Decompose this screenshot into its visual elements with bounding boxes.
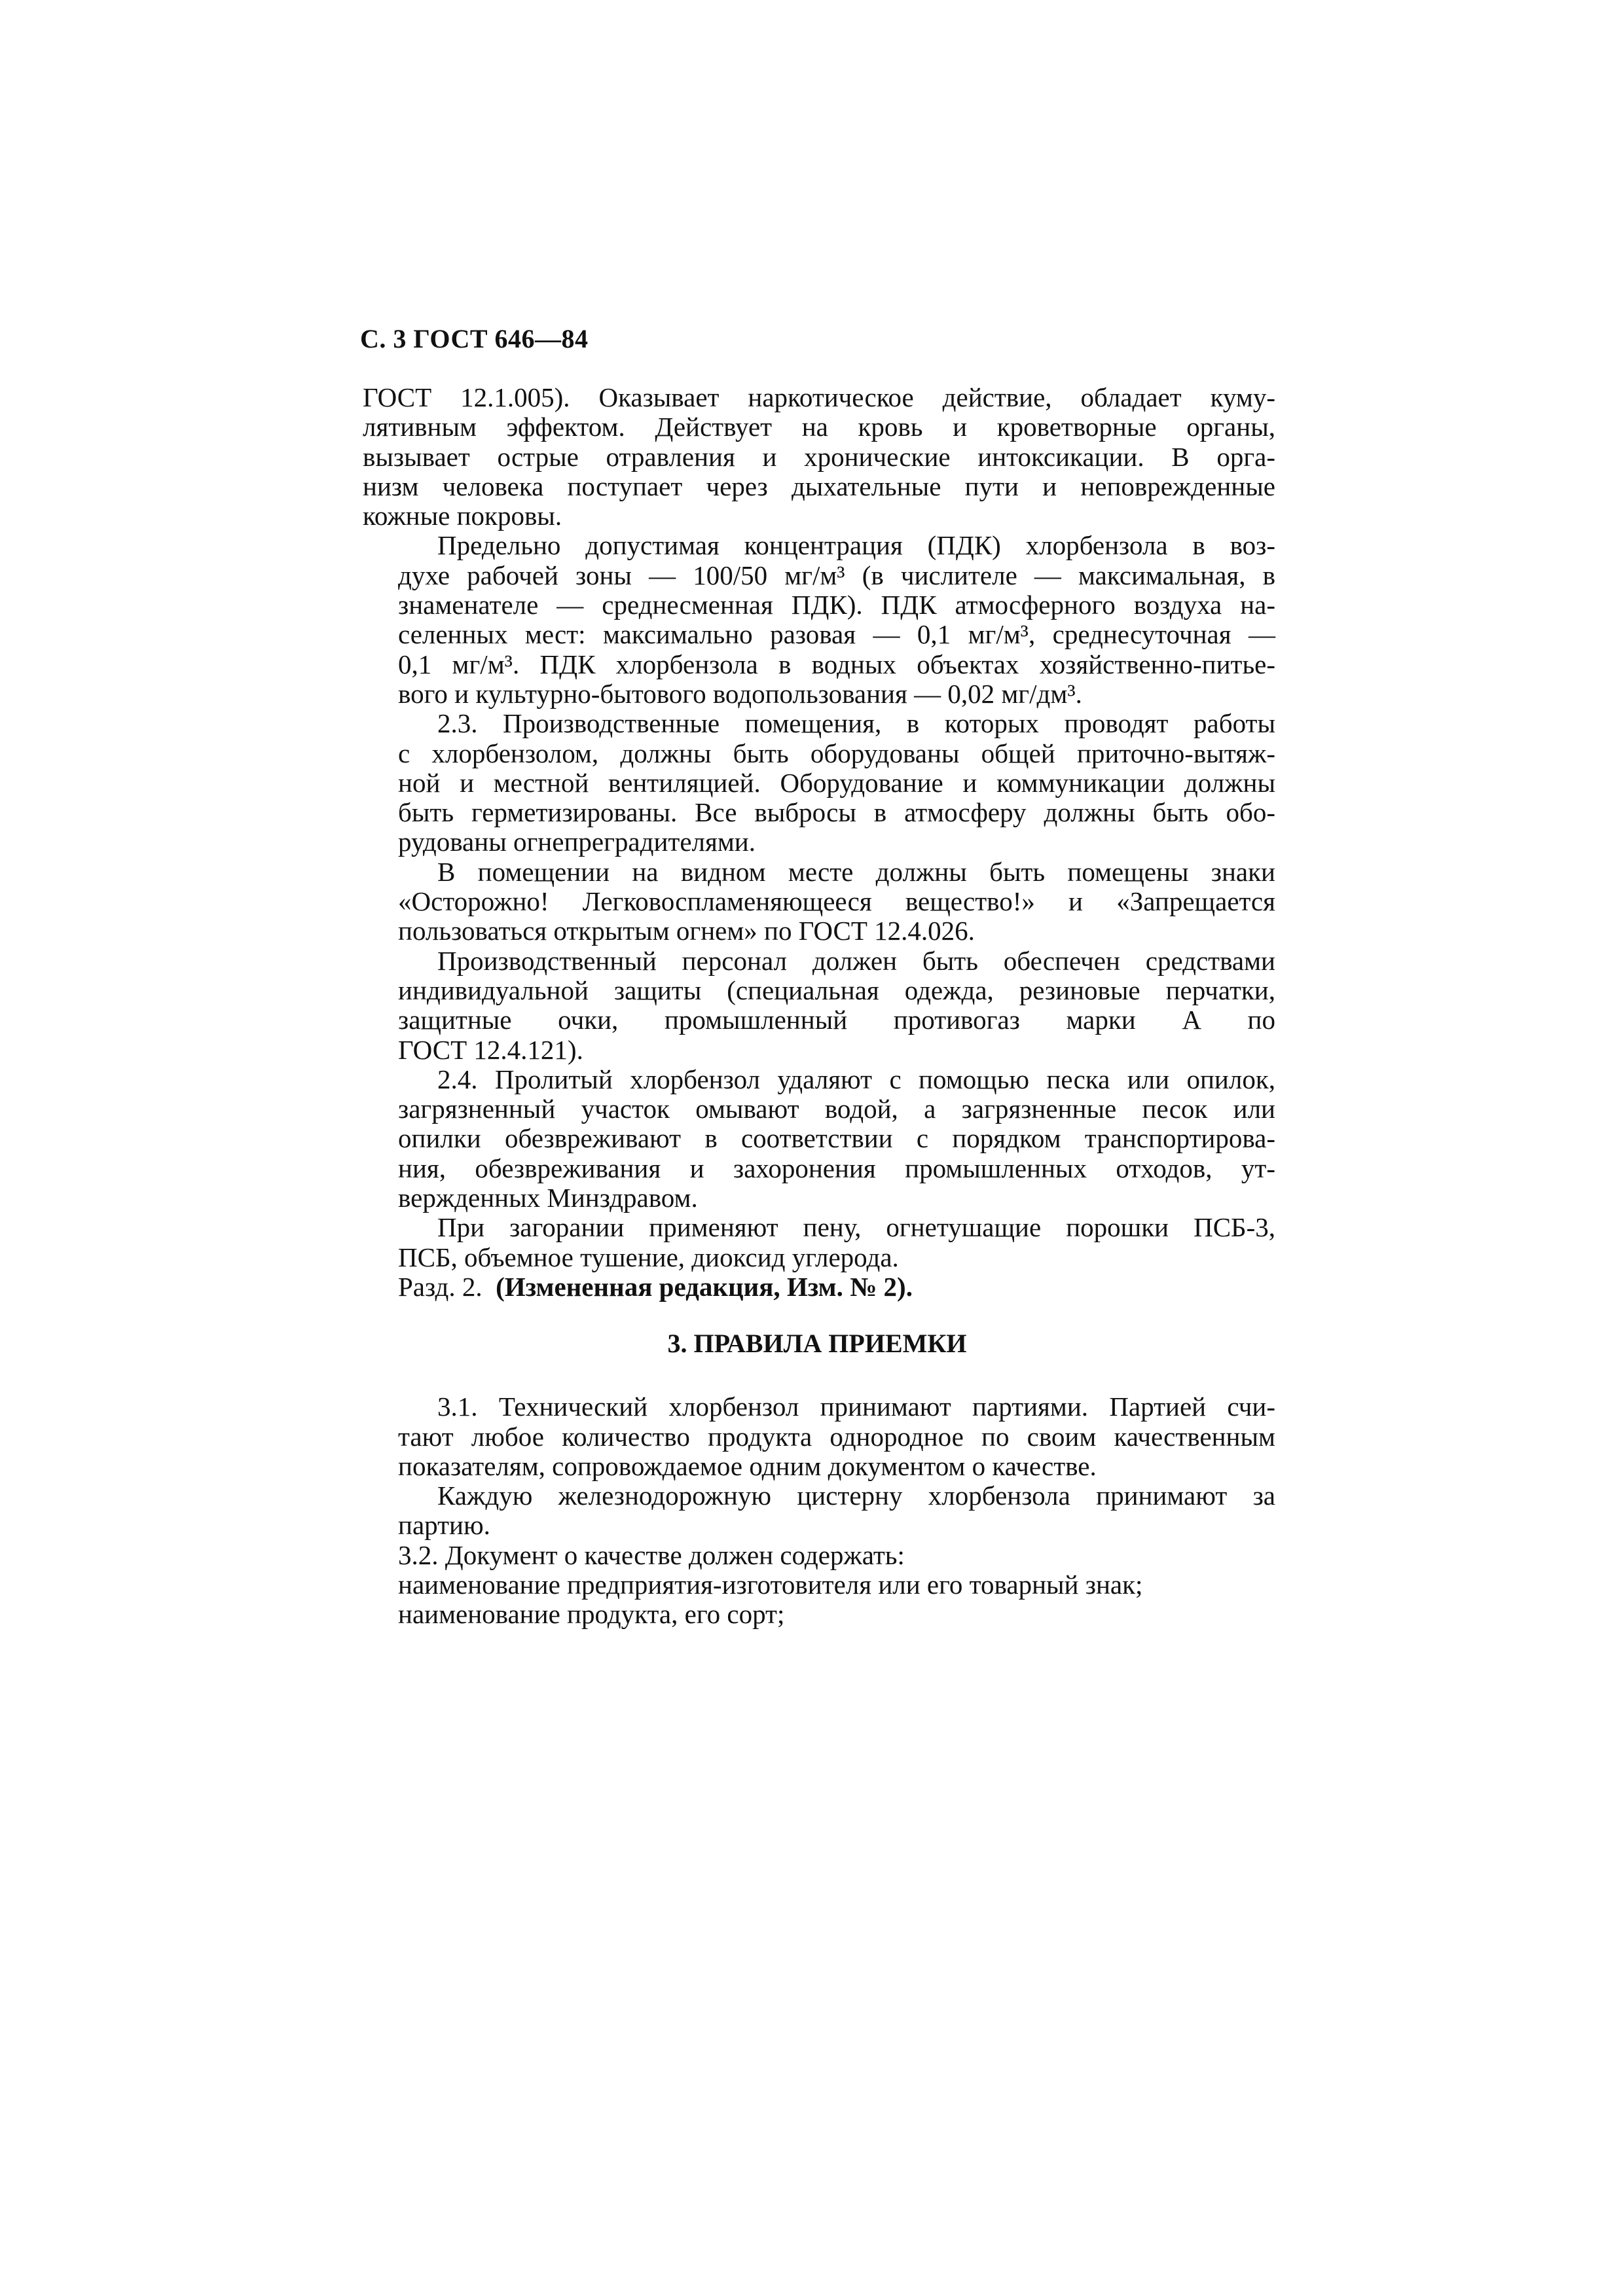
paragraph-3-1-batches: 3.1. Технический хлорбензол принимают партиями. Партией счи- тают любое количество продукта однородное по своим качественным показателям, сопровождаемое одним документом о качестве. xyxy=(398,1391,1275,1481)
list-item-product: наименование продукта, его сорт; xyxy=(398,1599,785,1630)
paragraph-tank-batch: Каждую железнодорожную цистерну хлорбензола принимают за партию. xyxy=(398,1480,1275,1541)
paragraph-2-4-spill: 2.4. Пролитый хлорбензол удаляют с помощью песка или опилок, загрязненный участок омывают водой, а загрязненные песок или опилки обезвреживают в соответствии с порядком транспортирова- ния, обезвреживания и захоронения промышленных отходов, ут- вержденных Минздравом. xyxy=(398,1064,1275,1213)
paragraph-ppe: Производственный персонал должен быть обеспечен средствами индивидуальной защиты (специальная одежда, резиновые перчатки, защитные очки, промышленный противогаз марки А по ГОСТ 12.4.121). xyxy=(398,945,1275,1065)
document-body xyxy=(359,383,1275,1630)
paragraph-warning-signs: В помещении на видном месте должны быть помещены знаки «Осторожно! Легковоспламеняющееся вещество!» и «Запрещается пользоваться открытым огнем» по ГОСТ 12.4.026. xyxy=(398,856,1275,946)
paragraph-3-2-document: 3.2. Документ о качестве должен содержать: xyxy=(398,1539,905,1570)
paragraph-2-3-ventilation: 2.3. Производственные помещения, в которых проводят работы с хлорбензолом, должны быть оборудованы общей приточно-вытяж- ной и местной вентиляцией. Оборудование и коммуникации должны быть герметизированы. Все выбросы в атмосферу должны быть обо- рудованы огнепреградителями. xyxy=(398,708,1275,857)
section-title: 3. ПРАВИЛА ПРИЕМКИ xyxy=(667,1329,967,1359)
revision-note-bold: (Измененная редакция, Изм. № 2). xyxy=(496,1271,913,1302)
paragraph-toxicity: ГОСТ 12.1.005). Оказывает наркотическое действие, обладает куму- лятивным эффектом. Действует на кровь и кроветворные органы, вызывает острые отравления и хронические интоксикации. В орга- низм человека поступает через дыхательные пути и неповрежденные кожные покровы. xyxy=(363,382,1275,531)
page-header: С. 3 ГОСТ 646—84 xyxy=(360,324,589,353)
list-item-manufacturer: наименование предприятия-изготовителя или его товарный знак; xyxy=(398,1569,1143,1600)
paragraph-revision-note: Разд. 2. (Измененная редакция, Изм. № 2). xyxy=(398,1271,913,1302)
paragraph-pdk: Предельно допустимая концентрация (ПДК) хлорбензола в воз- духе рабочей зоны — 100/50 мг/м³ (в числителе — максимальная, в знаменателе — среднесменная ПДК). ПДК атмосферного воздуха на- селенных мест: максимально разовая — 0,1 мг/м³, среднесуточная — 0,1 мг/м³. ПДК хлорбензола в водных объектах хозяйственно-питье- вого и культурно-бытового водопользования — 0,02 мг/дм³. xyxy=(398,530,1275,709)
paragraph-fire: При загорании применяют пену, огнетушащие порошки ПСБ-3, ПСБ, объемное тушение, диоксид углерода. xyxy=(398,1212,1275,1272)
